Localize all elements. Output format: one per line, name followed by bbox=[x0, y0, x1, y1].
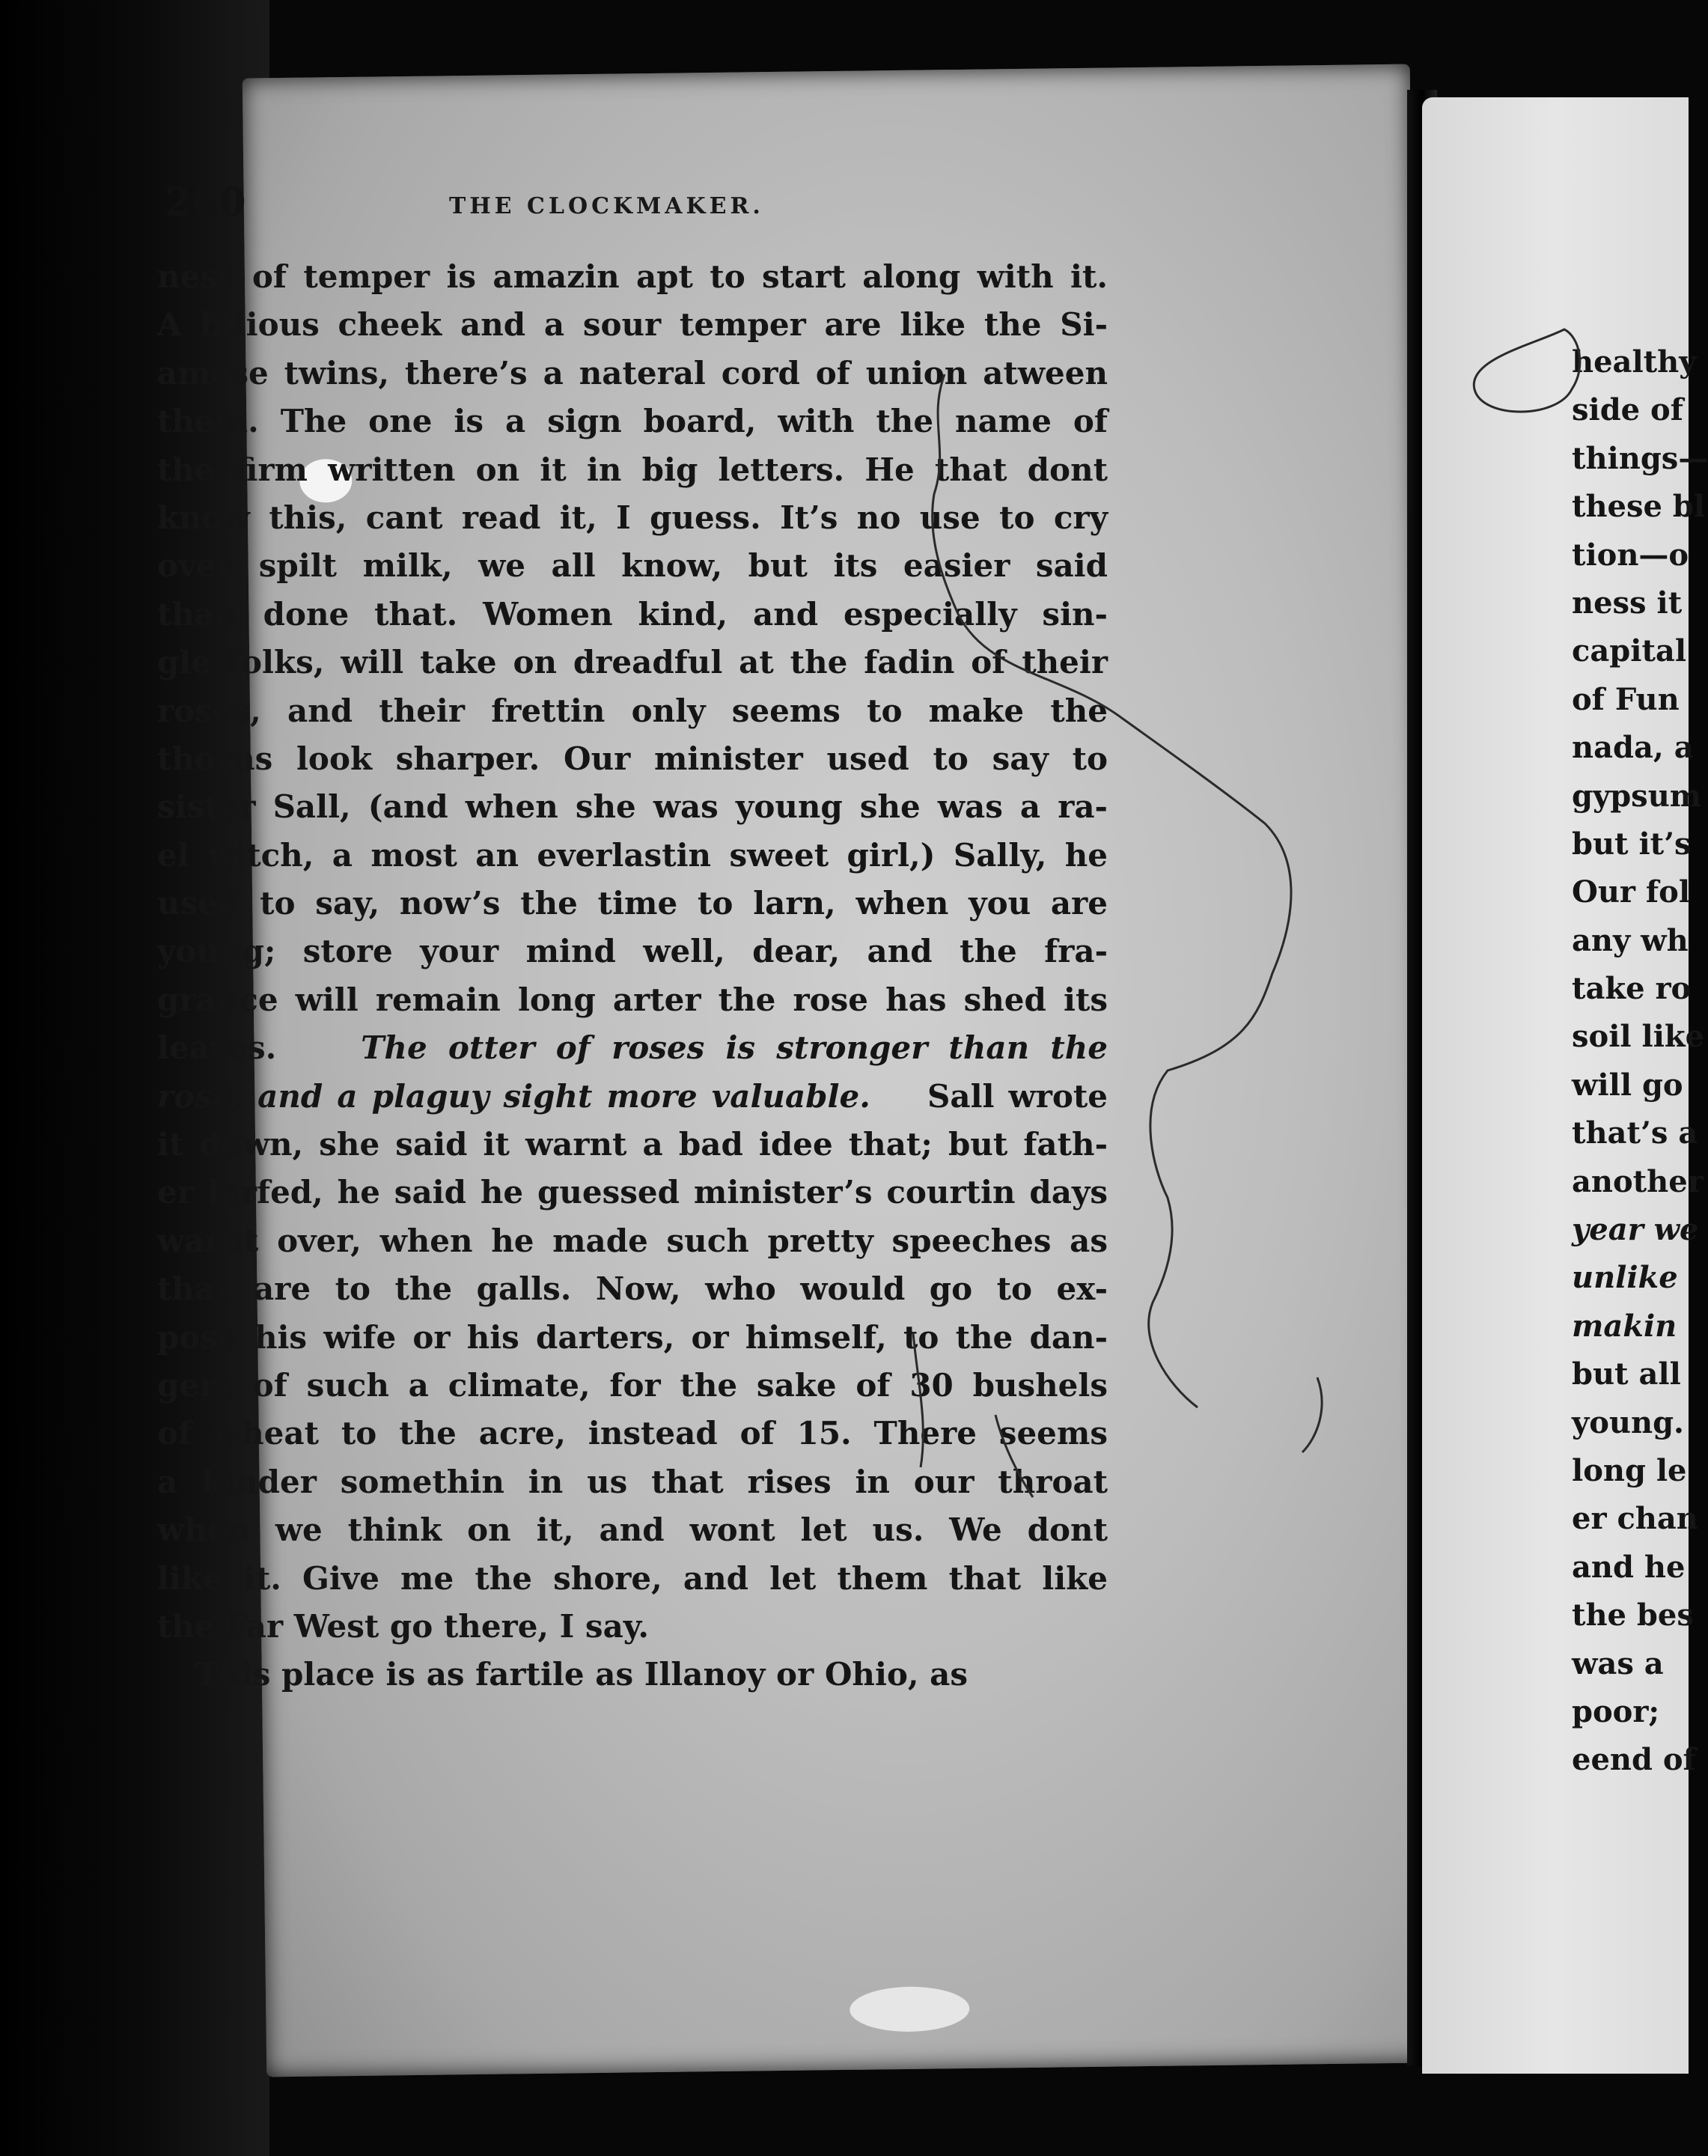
text-line: gle folks, will take on dreadful at the fadin of their bbox=[157, 644, 1108, 681]
text-line: el witch, a most an everlastin sweet girl,) Sally, he bbox=[157, 836, 1108, 874]
text-line: pose his wife or his darters, or himself, to the dan- bbox=[157, 1318, 1108, 1356]
text-line: young. bbox=[1572, 1404, 1684, 1440]
text-line: nada, a bbox=[1572, 730, 1694, 766]
text-line: but it’s bbox=[1572, 826, 1692, 862]
text-line: thorns look sharper. Our minister used to say to bbox=[157, 740, 1108, 777]
text-line: another bbox=[1572, 1163, 1704, 1199]
text-line: of wheat to the acre, instead of 15. There seems bbox=[157, 1415, 1108, 1452]
italic-quote: The otter of roses is stronger than the bbox=[361, 1029, 1108, 1067]
text-line: warnt over, when he made such pretty speeches as bbox=[157, 1222, 1108, 1259]
text-line: ness it bbox=[1572, 585, 1683, 621]
text-line: than done that. Women kind, and especially sin- bbox=[157, 595, 1108, 633]
text-line: will go bbox=[1572, 1067, 1683, 1103]
italic-text: makin bbox=[1572, 1308, 1677, 1344]
text-line: a kinder somethin in us that rises in our throat bbox=[157, 1463, 1108, 1500]
page-number: 260 bbox=[165, 180, 246, 225]
paper-blemish bbox=[850, 1986, 970, 2032]
text-line: amese twins, there’s a nateral cord of union atween bbox=[157, 354, 1108, 392]
italic-quote-end: rose, and a plaguy sight more valuable. bbox=[157, 1077, 870, 1115]
page-header bbox=[165, 180, 1093, 240]
text-line: when we think on it, and wont let us. We dont bbox=[157, 1511, 1108, 1549]
text-line: grance will remain long arter the rose has shed its bbox=[157, 981, 1108, 1018]
text-line bbox=[1572, 1206, 1699, 1254]
text-line: used to say, now’s the time to larn, when you are bbox=[157, 885, 1108, 922]
text-line: capital bbox=[1572, 633, 1687, 669]
text-line: A bilious cheek and a sour temper are like the Si- bbox=[157, 306, 1108, 344]
text-line: take ro bbox=[1572, 971, 1692, 1007]
running-head: THE CLOCKMAKER. bbox=[449, 193, 764, 219]
text-line: sister Sall, (and when she was young she was a ra- bbox=[157, 788, 1108, 826]
text-line: roses, and their frettin only seems to make the bbox=[157, 692, 1108, 729]
text-line-mixed bbox=[157, 1073, 1108, 1121]
text-line: This place is as fartile as Illanoy or Ohio, as bbox=[195, 1656, 969, 1693]
text-line-mixed bbox=[157, 1024, 1108, 1072]
text-line: was a bbox=[1572, 1645, 1664, 1681]
text-line: young; store your mind well, dear, and the fra- bbox=[157, 933, 1108, 970]
text-line: eend of bbox=[1572, 1742, 1696, 1778]
text-line: that are to the galls. Now, who would go to ex- bbox=[157, 1270, 1108, 1308]
text-line: long le bbox=[1572, 1452, 1687, 1488]
text-line: like it. Give me the shore, and let them that like bbox=[157, 1559, 1108, 1597]
text-line: of Fun bbox=[1572, 681, 1680, 717]
left-page-text bbox=[157, 253, 1108, 1699]
text-line: any wh bbox=[1572, 922, 1689, 958]
text-line: them. The one is a sign board, with the name of bbox=[157, 403, 1108, 440]
text-segment: Sall wrote bbox=[927, 1077, 1108, 1115]
text-line bbox=[1572, 1303, 1689, 1350]
text-line: soil like bbox=[1572, 1019, 1705, 1055]
text-line: ness of temper is amazin apt to start along with it. bbox=[157, 258, 1108, 295]
text-line: the Far West go there, I say. bbox=[157, 1607, 649, 1645]
text-line: er larfed, he said he guessed minister’s courtin days bbox=[157, 1174, 1108, 1211]
text-line: side of bbox=[1572, 392, 1683, 428]
text-line bbox=[1572, 1254, 1689, 1302]
text-line: poor; bbox=[1572, 1693, 1660, 1729]
text-line: the bes bbox=[1572, 1598, 1694, 1633]
italic-text: unlike bbox=[1572, 1260, 1678, 1296]
text-line: the firm written on it in big letters. He that dont bbox=[157, 451, 1108, 488]
text-line: know this, cant read it, I guess. It’s no use to cry bbox=[157, 499, 1108, 536]
right-page-text bbox=[1572, 338, 1708, 1785]
text-line: things— bbox=[1572, 440, 1708, 476]
text-line: and he bbox=[1572, 1549, 1686, 1585]
text-line: it down, she said it warnt a bad idee that; but fath- bbox=[157, 1126, 1108, 1163]
text-line: that’s a bbox=[1572, 1115, 1698, 1151]
text-line: Our fol bbox=[1572, 874, 1691, 910]
text-line: tion—o bbox=[1572, 537, 1689, 573]
text-line: er chan bbox=[1572, 1501, 1698, 1537]
text-line: over spilt milk, we all know, but its easier said bbox=[157, 547, 1108, 585]
text-line: healthy bbox=[1572, 344, 1697, 380]
text-line: these bl bbox=[1572, 489, 1706, 525]
text-line: gypsum bbox=[1572, 778, 1702, 814]
text-line: but all bbox=[1572, 1356, 1681, 1392]
italic-text: year we bbox=[1572, 1212, 1699, 1248]
text-segment: leaves. bbox=[157, 1029, 277, 1067]
text-line: gers of such a climate, for the sake of 30 bushels bbox=[157, 1366, 1108, 1404]
